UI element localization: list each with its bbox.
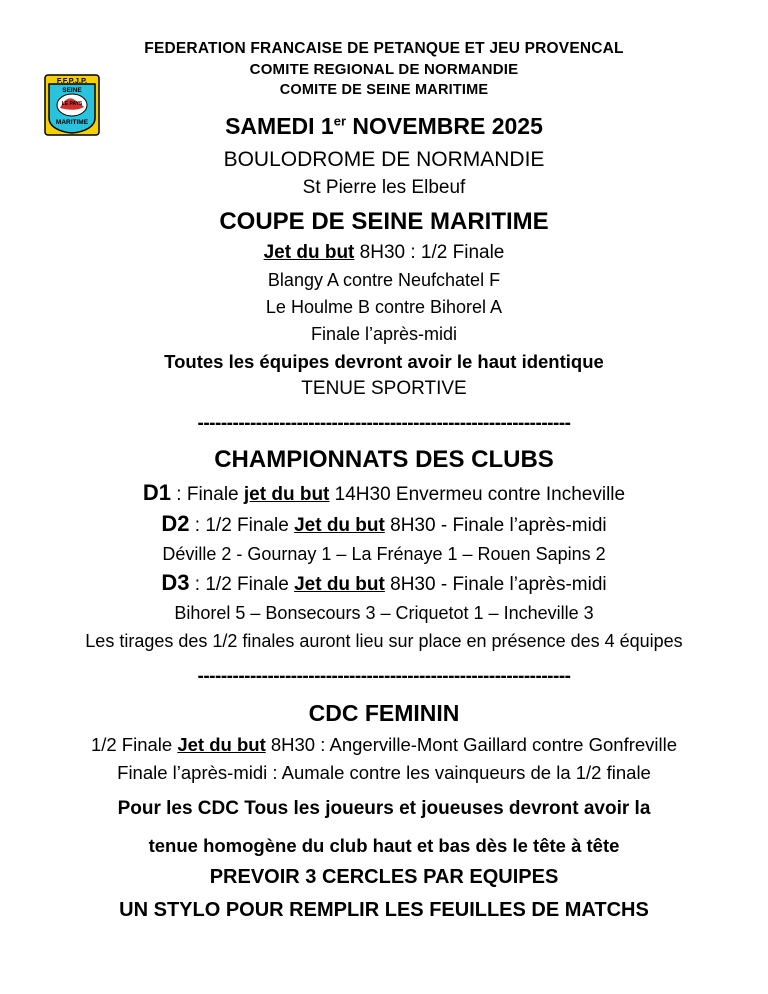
d2-jet: Jet du but — [294, 515, 385, 536]
svg-text:F.F.P.J.P.: F.F.P.J.P. — [56, 76, 88, 85]
event-venue: BOULODROME DE NORMANDIE — [223, 148, 545, 171]
ffpjp-logo-icon — [44, 74, 100, 136]
coupe-jet-line — [24, 239, 744, 267]
cdc-demi-pre: 1/2 Finale — [90, 734, 178, 755]
event-date-prefix: SAMEDI 1 — [225, 113, 334, 139]
event-date-suffix: NOVEMBRE 2025 — [346, 113, 543, 139]
d2-post: 8H30 - Finale l’après-midi — [384, 515, 607, 536]
header-region: COMITE REGIONAL DE NORMANDIE — [249, 61, 519, 78]
svg-text:MARITIME: MARITIME — [55, 119, 89, 126]
championnats-tirage: Les tirages des 1/2 finales auront lieu sur place en présence des 4 équipes — [85, 631, 683, 651]
championnats-d2 — [24, 509, 744, 540]
coupe-note: Toutes les équipes devront avoir le haut identique — [164, 351, 604, 372]
d2-pre: : 1/2 Finale — [189, 515, 295, 536]
d2-label: D2 — [161, 511, 190, 536]
d1-pre: : Finale — [171, 484, 244, 505]
d3-label: D3 — [161, 570, 190, 595]
svg-text:SEINE: SEINE — [62, 87, 82, 94]
coupe-jet-time: 8H30 : 1/2 Finale — [354, 242, 505, 263]
header-comite: COMITE DE SEINE MARITIME — [279, 82, 489, 98]
svg-text:LE PAYS: LE PAYS — [61, 101, 83, 107]
coupe-match-1: Blangy A contre Neufchatel F — [267, 270, 501, 290]
d1-jet: jet du but — [243, 484, 330, 505]
coupe-jet-label: Jet du but — [263, 242, 355, 263]
separator-1: ---------------------------------------------------------------- — [197, 413, 571, 434]
cdc-demi-finale — [24, 731, 744, 759]
cdc-prevoir: PREVOIR 3 CERCLES PAR EQUIPES — [209, 866, 559, 888]
d1-label: D1 — [142, 480, 172, 505]
cdc-note-line-1: Pour les CDC Tous les joueurs et joueuses devront avoir la — [117, 798, 651, 819]
d3-pre: : 1/2 Finale — [189, 574, 295, 595]
championnats-title: CHAMPIONNATS DES CLUBS — [214, 446, 554, 473]
d3-jet: Jet du but — [294, 574, 385, 595]
cdc-note-line-2: tenue homogène du club haut et bas dès le tête à tête — [148, 835, 620, 856]
championnats-d2-teams: Déville 2 - Gournay 1 – La Frénaye 1 – Rouen Sapins 2 — [162, 544, 606, 564]
coupe-title: COUPE DE SEINE MARITIME — [219, 208, 549, 235]
cdc-demi-jet: Jet du but — [177, 734, 266, 755]
separator-2: ---------------------------------------------------------------- — [197, 666, 571, 687]
cdc-finale: Finale l’après-midi : Aumale contre les vainqueurs de la 1/2 finale — [117, 762, 651, 783]
header-federation: FEDERATION FRANCAISE DE PETANQUE ET JEU PROVENCAL — [144, 40, 624, 57]
cdc-stylo: UN STYLO POUR REMPLIR LES FEUILLES DE MATCHS — [119, 899, 649, 921]
coupe-match-2: Le Houlme B contre Bihorel A — [265, 297, 503, 317]
championnats-d3-teams: Bihorel 5 – Bonsecours 3 – Criquetot 1 – Incheville 3 — [174, 603, 594, 623]
cdc-feminin-title: CDC FEMININ — [308, 700, 460, 726]
event-city: St Pierre les Elbeuf — [302, 177, 466, 198]
d3-post: 8H30 - Finale l’après-midi — [384, 574, 607, 595]
event-date — [24, 109, 744, 143]
cdc-demi-post: 8H30 : Angerville-Mont Gaillard contre Gonfreville — [265, 734, 678, 755]
coupe-tenue: TENUE SPORTIVE — [301, 378, 467, 399]
championnats-d1 — [24, 478, 744, 509]
coupe-final: Finale l’après-midi — [310, 324, 458, 344]
event-date-sup: er — [333, 113, 347, 129]
d1-post: 14H30 Envermeu contre Incheville — [329, 484, 626, 505]
championnats-d3 — [24, 568, 744, 599]
